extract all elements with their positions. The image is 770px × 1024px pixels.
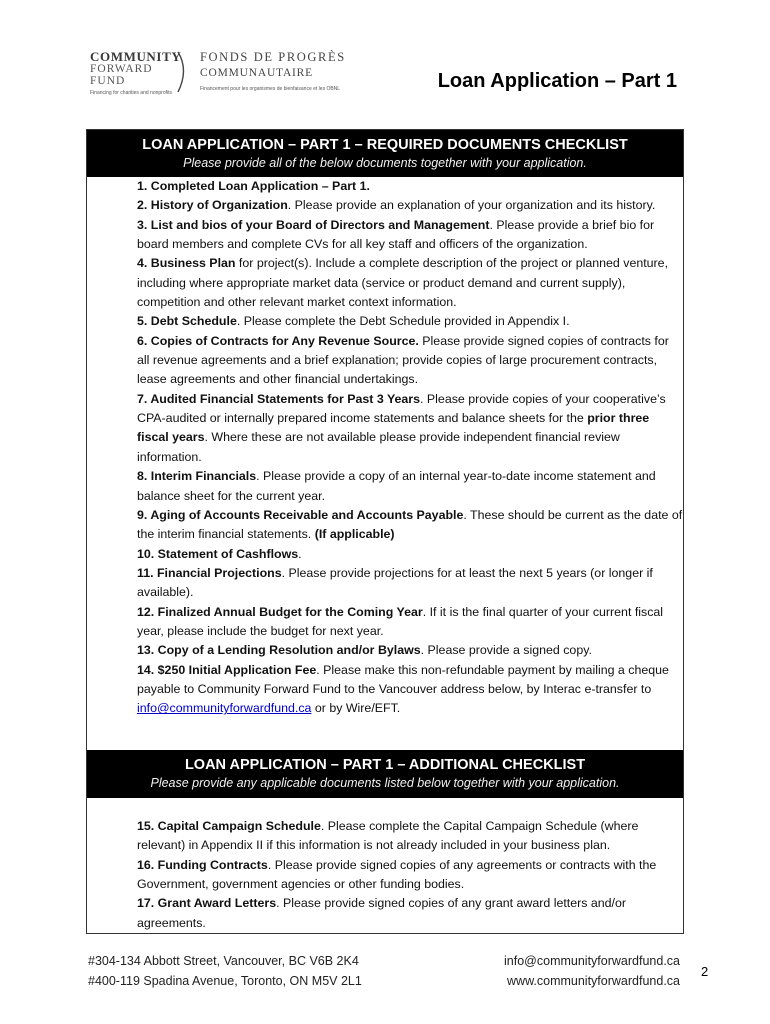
logo-en-tagline: Financing for charities and nonprofits <box>90 90 172 96</box>
checklist-item: 5. Debt Schedule. Please complete the Debt Schedule provided in Appendix I. <box>137 314 570 329</box>
required-checklist-heading: LOAN APPLICATION – PART 1 – REQUIRED DOCUMENTS CHECKLIST <box>142 137 628 153</box>
footer-addresses <box>88 952 362 991</box>
logo-swoosh-icon <box>176 50 190 94</box>
additional-checklist-heading: LOAN APPLICATION – PART 1 – ADDITIONAL CHECKLIST <box>184 757 586 773</box>
checklist-item: 12. Finalized Annual Budget for the Coming Year. If it is the final quarter of your current fiscal year, please include the budget for next year. <box>137 604 664 638</box>
checklist-item: 8. Interim Financials. Please provide a copy of an internal year-to-date income statement and balance sheet for the current year. <box>137 469 656 503</box>
community-forward-fund-logo <box>90 50 194 98</box>
required-items-list <box>137 177 683 719</box>
required-checklist-subheading: Please provide all of the below documents together with your application. <box>183 156 587 170</box>
vancouver-address: #304-134 Abbott Street, Vancouver, BC V6B 2K4 <box>88 954 359 968</box>
checklist-item: 10. Statement of Cashflows. <box>137 546 302 561</box>
checklist-item: 15. Capital Campaign Schedule. Please complete the Capital Campaign Schedule (where relevant) in Appendix II if this information is not already included in your business plan. <box>137 819 639 853</box>
footer-website[interactable]: www.communityforwardfund.ca <box>507 973 680 988</box>
logo-en-line1: COMMUNITY <box>90 49 182 64</box>
logo-fr-line1: FONDS DE PROGRÈS <box>200 50 346 64</box>
logo-fr-tagline: Financement pour les organismes de bienfaisance et les OBNL <box>200 86 341 92</box>
checklist-item: 6. Copies of Contracts for Any Revenue Source. Please provide signed copies of contracts for all revenue agreements and a brief explanation; provide copies of large procurement contracts, lease agreements and other financial undertakings. <box>137 333 669 387</box>
checklist-item: 4. Business Plan for project(s). Include a complete description of the project or planned venture, including where appropriate market data (service or product demand and current supply), competition and other relevant market context information. <box>137 256 669 310</box>
checklist-item: 17. Grant Award Letters. Please provide signed copies of any grant award letters and/or agreements. <box>137 896 627 930</box>
additional-checklist-subheading: Please provide any applicable documents listed below together with your application. <box>150 776 620 790</box>
checklist-item: 13. Copy of a Lending Resolution and/or Bylaws. Please provide a signed copy. <box>137 643 592 658</box>
checklist-item: 1. Completed Loan Application – Part 1. <box>137 179 370 193</box>
email-link[interactable]: info@communityforwardfund.ca <box>137 701 312 716</box>
checklist-item: 14. $250 Initial Application Fee. Please make this non-refundable payment by mailing a cheque payable to Community Forward Fund to the Vancouver address below, by Interac e-transfer to info@communityforwardfund.ca or by Wire/EFT. <box>137 662 669 716</box>
required-checklist-header <box>87 130 683 177</box>
additional-items-list <box>137 817 683 933</box>
logo-fr-line2: COMMUNAUTAIRE <box>200 67 313 79</box>
toronto-address: #400-119 Spadina Avenue, Toronto, ON M5V 2L1 <box>88 973 362 988</box>
fonds-progres-logo <box>200 50 346 92</box>
footer-email[interactable]: info@communityforwardfund.ca <box>504 954 680 968</box>
footer-contact <box>504 952 680 991</box>
checklist-item: 11. Financial Projections. Please provide projections for at least the next 5 years (or longer if available). <box>137 565 653 600</box>
checklist-item: 3. List and bios of your Board of Directors and Management. Please provide a brief bio for board members and complete CVs for all key staff and officers of the organization. <box>137 217 655 252</box>
checklist-frame <box>86 129 684 934</box>
checklist-item: 2. History of Organization. Please provide an explanation of your organization and its history. <box>137 198 656 213</box>
checklist-item: 9. Aging of Accounts Receivable and Accounts Payable. These should be current as the date of the interim financial statements. (If applicable) <box>137 507 683 542</box>
additional-checklist-header <box>87 750 683 798</box>
checklist-item: 7. Audited Financial Statements for Past 3 Years. Please provide copies of your cooperative’s CPA-audited or internally prepared income statements and balance sheets for the prior three fiscal years. Where these are not available please provide independent financial review information. <box>137 391 666 464</box>
logo-en-line2: FORWARD <box>90 63 153 75</box>
logo-en-line3: FUND <box>90 75 126 87</box>
document-title: Loan Application – Part 1 <box>437 70 677 92</box>
page-number: 2 <box>701 964 709 979</box>
checklist-item: 16. Funding Contracts. Please provide signed copies of any agreements or contracts with the Government, government agencies or other funding bodies. <box>137 857 657 892</box>
